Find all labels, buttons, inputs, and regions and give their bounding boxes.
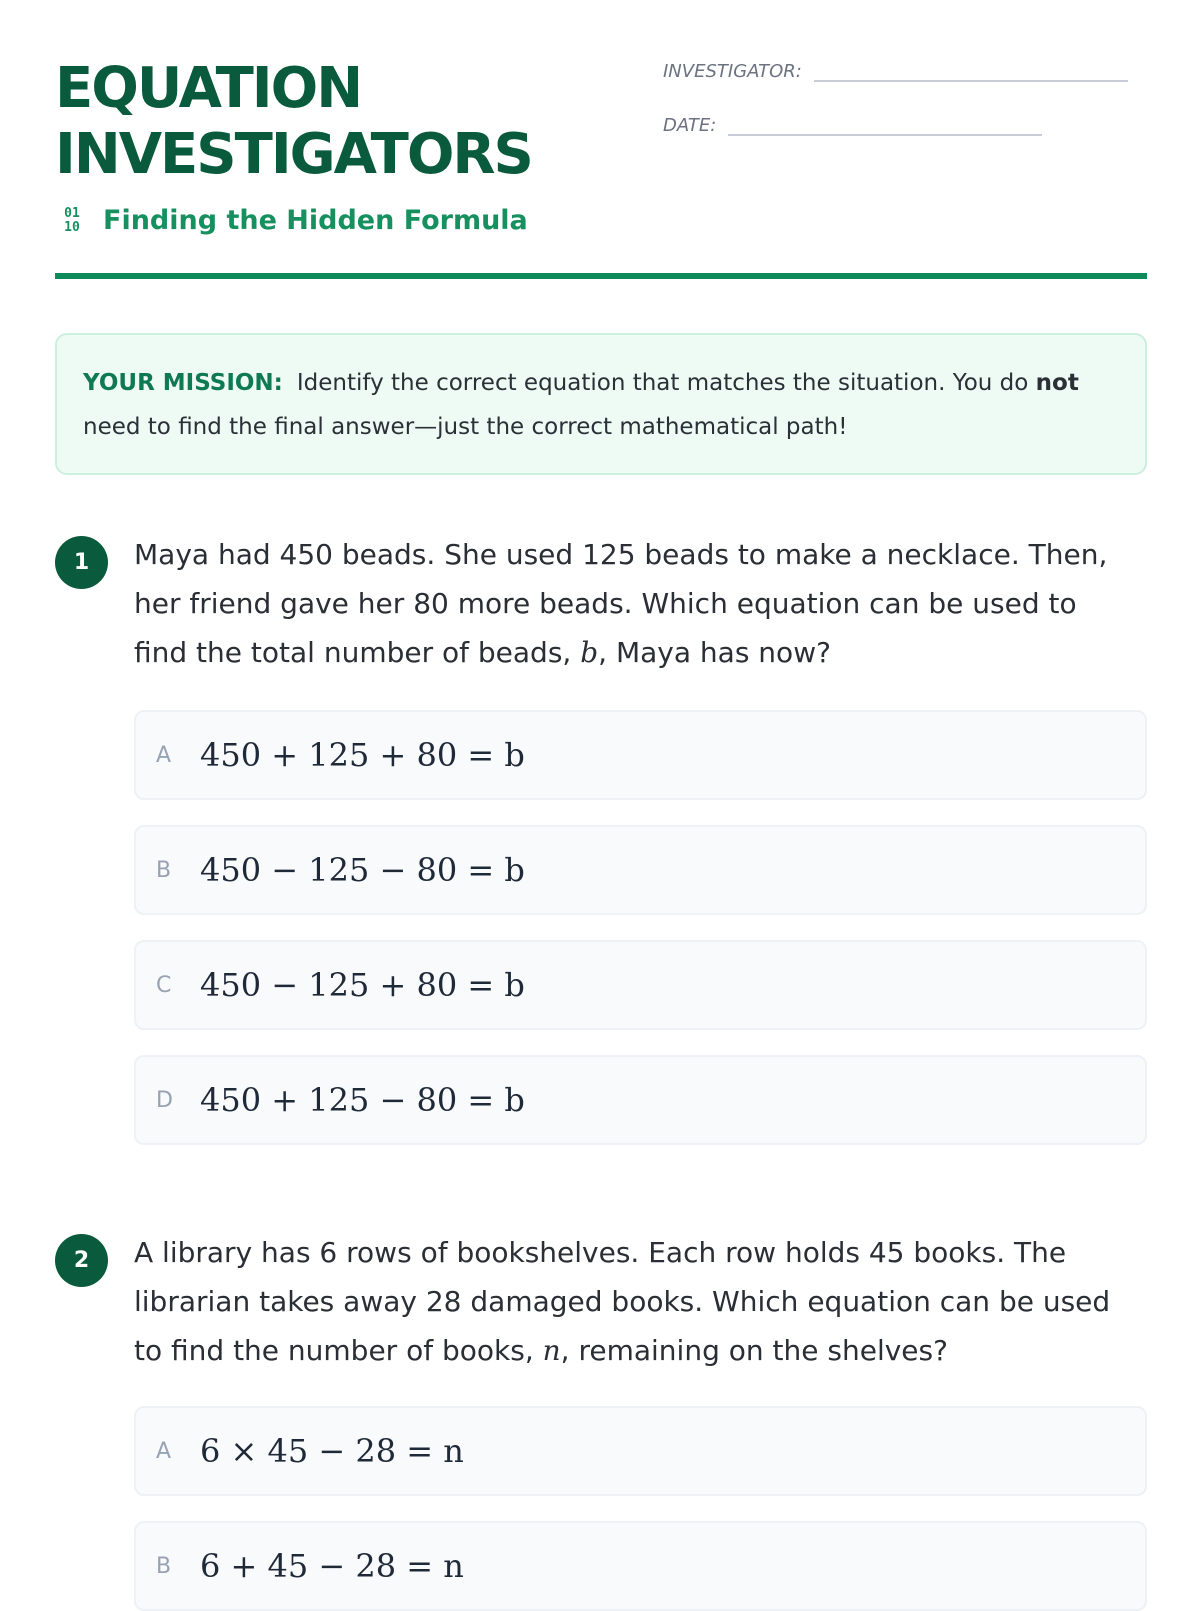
option-letter: D [156, 1087, 173, 1113]
subtitle [59, 205, 528, 236]
question-text [134, 1228, 1134, 1375]
question-variable: b [580, 636, 599, 669]
question-text-before: A library has 6 rows of bookshelves. Each row holds 45 books. The librarian takes away 28 damaged books. Which equation can be used to find the number of books, [134, 1236, 1111, 1367]
date-row [663, 114, 1042, 136]
question-number: 1 [55, 536, 108, 589]
investigator-label: INVESTIGATOR: [663, 61, 802, 82]
option-d[interactable] [134, 1055, 1147, 1145]
option-c[interactable] [134, 940, 1147, 1030]
option-b[interactable] [134, 825, 1147, 915]
date-field[interactable] [728, 114, 1042, 136]
option-equation: 450 − 125 + 80 = b [200, 966, 525, 1004]
option-b[interactable] [134, 1521, 1147, 1611]
question-variable: n [542, 1334, 561, 1367]
option-equation: 6 × 45 − 28 = n [200, 1432, 464, 1470]
question-text [134, 530, 1134, 677]
option-equation: 450 + 125 − 80 = b [200, 1081, 525, 1119]
option-letter: A [156, 1438, 172, 1464]
option-a[interactable] [134, 1406, 1147, 1496]
mission-box [55, 333, 1147, 475]
binary-icon: 01 10 [64, 205, 80, 235]
mission-text-bold: not [1035, 370, 1079, 396]
title-line-2: INVESTIGATORS [55, 122, 532, 187]
option-equation: 450 + 125 + 80 = b [200, 736, 525, 774]
option-letter: B [156, 1553, 172, 1579]
worksheet-page [55, 0, 1147, 1600]
header-divider [55, 273, 1147, 279]
option-equation: 6 + 45 − 28 = n [200, 1547, 464, 1585]
subtitle-text: Finding the Hidden Formula [103, 205, 528, 236]
mission-text-before: Identify the correct equation that matches the situation. You do [296, 370, 1036, 396]
question-text-before: Maya had 450 beads. She used 125 beads to make a necklace. Then, her friend gave her 80 more beads. Which equation can be used to find the total number of beads, [134, 538, 1108, 669]
option-letter: A [156, 742, 172, 768]
page-title [55, 56, 532, 188]
question-text-after: , remaining on the shelves? [560, 1334, 948, 1367]
investigator-field[interactable] [814, 60, 1128, 82]
question-number: 2 [55, 1234, 108, 1287]
option-letter: B [156, 857, 172, 883]
mission-label: YOUR MISSION: [83, 370, 283, 396]
option-letter: C [156, 972, 172, 998]
mission-text-after: need to find the final answer—just the correct mathematical path! [83, 414, 848, 440]
question-text-after: , Maya has now? [598, 636, 831, 669]
investigator-row [663, 60, 1128, 82]
title-line-1: EQUATION [55, 56, 362, 121]
date-label: DATE: [663, 115, 717, 136]
option-equation: 450 − 125 − 80 = b [200, 851, 525, 889]
option-a[interactable] [134, 710, 1147, 800]
